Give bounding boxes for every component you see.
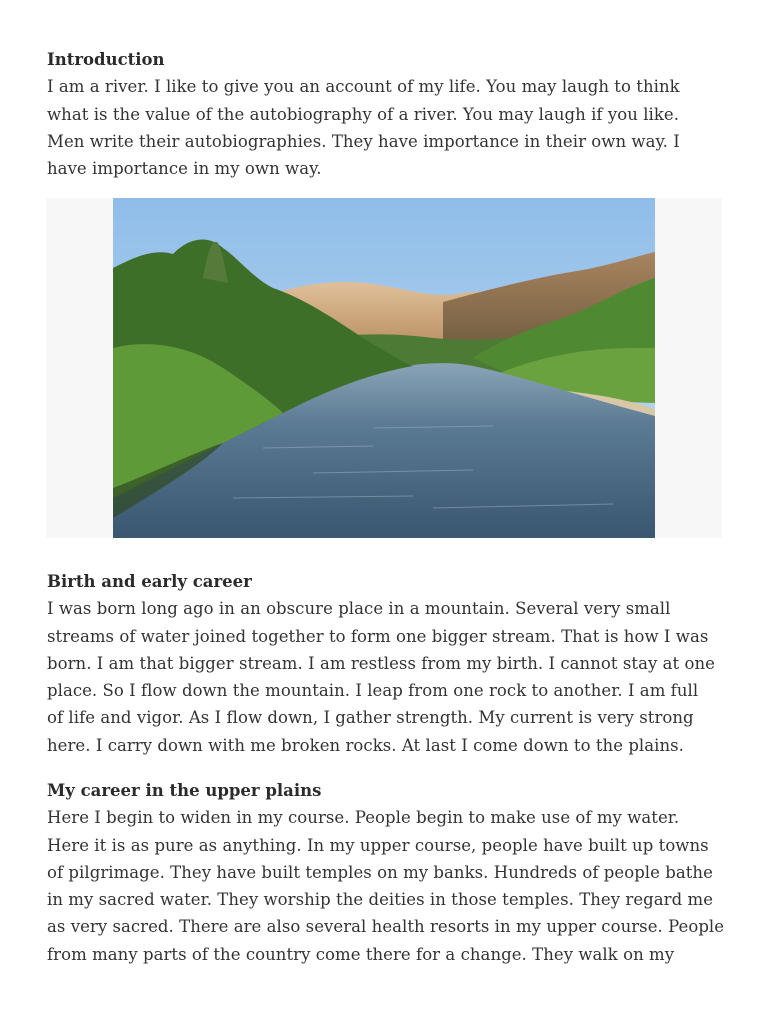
section-heading: Birth and early career xyxy=(47,572,252,591)
paragraph-line: I am a river. I like to give you an account of my life. You may laugh to think xyxy=(47,77,680,97)
paragraph-line: I was born long ago in an obscure place in a mountain. Several very small xyxy=(47,599,671,619)
paragraph-line: as very sacred. There are also several health resorts in my upper course. People xyxy=(47,917,725,937)
paragraph-line: born. I am that bigger stream. I am restless from my birth. I cannot stay at one xyxy=(47,653,715,673)
paragraph-line: have importance in my own way. xyxy=(47,159,322,179)
river-photo xyxy=(113,198,655,538)
paragraph-line: of pilgrimage. They have built temples on my banks. Hundreds of people bathe xyxy=(47,862,713,882)
paragraph-line: place. So I flow down the mountain. I leap from one rock to another. I am full xyxy=(47,681,699,701)
paragraph-line: from many parts of the country come there for a change. They walk on my xyxy=(47,944,675,964)
section-introduction xyxy=(47,46,727,182)
river-photo-frame xyxy=(46,198,722,538)
section-heading: My career in the upper plains xyxy=(47,781,322,800)
paragraph-line: Men write their autobiographies. They have importance in their own way. I xyxy=(47,131,680,151)
paragraph-line: Here I begin to widen in my course. People begin to make use of my water. xyxy=(47,808,680,828)
paragraph-line: of life and vigor. As I flow down, I gather strength. My current is very strong xyxy=(47,708,694,728)
paragraph-line: what is the value of the autobiography of a river. You may laugh if you like. xyxy=(47,104,680,124)
paragraph-line: in my sacred water. They worship the deities in those temples. They regard me xyxy=(47,890,714,910)
section-heading: Introduction xyxy=(47,50,165,69)
paragraph-line: here. I carry down with me broken rocks. At last I come down to the plains. xyxy=(47,735,684,755)
section-upper-plains xyxy=(47,777,727,968)
section-birth-early-career xyxy=(47,568,727,759)
paragraph-line: streams of water joined together to form one bigger stream. That is how I was xyxy=(47,626,709,646)
paragraph-line: Here it is as pure as anything. In my upper course, people have built up towns xyxy=(47,835,709,855)
